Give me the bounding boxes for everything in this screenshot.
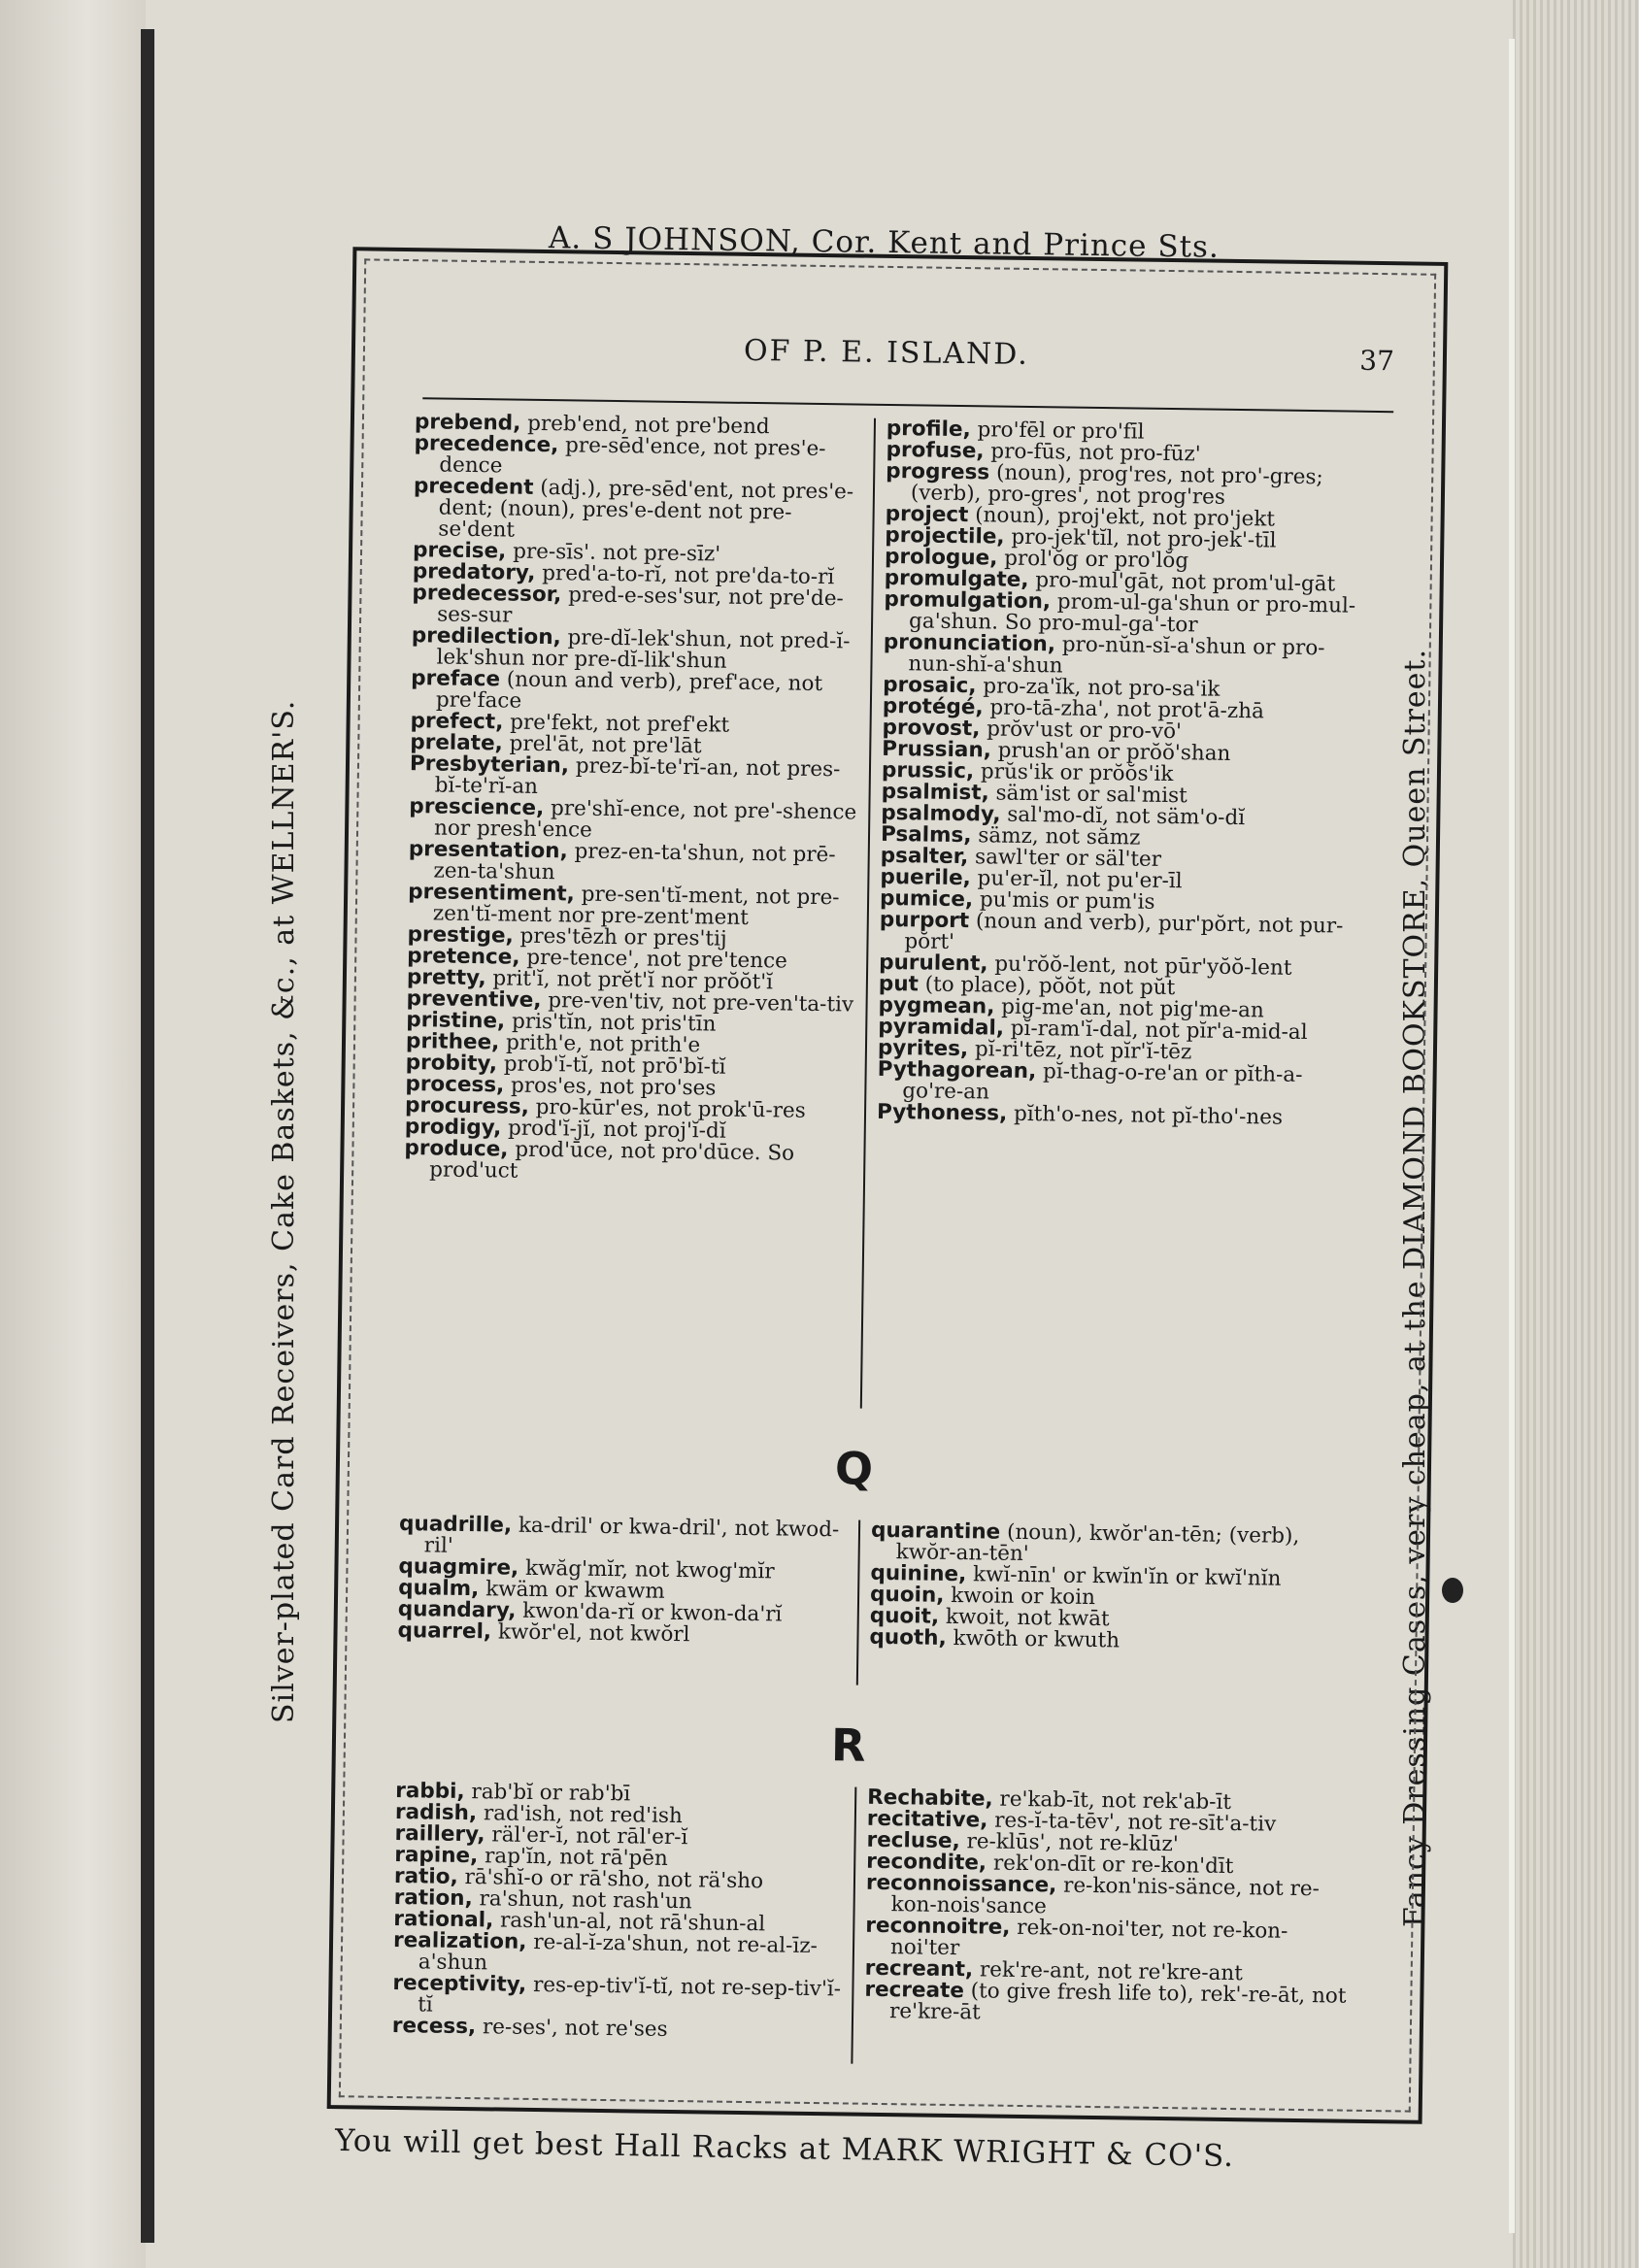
entry-pronunciation: (noun and verb), pur'pŏrt, not pur-pŏrt' bbox=[904, 909, 1344, 954]
entry-pronunciation: pro-kūr'es, not prok'ū-res bbox=[535, 1094, 806, 1123]
entry-headword: precedent bbox=[413, 474, 534, 500]
entry-headword: prosaic, bbox=[883, 672, 977, 699]
entry-headword: receptivity, bbox=[392, 1970, 527, 1997]
entry-headword: rabbi, bbox=[395, 1778, 465, 1804]
entry-pronunciation: re-al-ĭ-za'shun, not re-al-īz-a'shun bbox=[418, 1929, 819, 1976]
entry-headword: pristine, bbox=[406, 1008, 506, 1034]
entry-pronunciation: ra'shun, not rash'un bbox=[479, 1886, 692, 1915]
bottom-advertisement: You will get best Hall Racks at MARK WRIGHT & CO'S. bbox=[334, 2122, 1235, 2175]
dictionary-entry bbox=[864, 1977, 1351, 2029]
entry-headword: pronunciation, bbox=[883, 629, 1056, 657]
entry-pronunciation: ka-dril' or kwa-dril', not kwod-ril' bbox=[423, 1513, 840, 1558]
entry-headword: quoth, bbox=[869, 1624, 947, 1651]
entry-pronunciation: res-ĭ-ta-tēv', not re-sīt'a-tiv bbox=[994, 1808, 1277, 1837]
entry-pronunciation: prith'e, not prith'e bbox=[505, 1030, 701, 1058]
entry-pronunciation: res-ep-tiv'ĭ-tĭ, not re-sep-tiv'ĭ-tĭ bbox=[417, 1972, 842, 2018]
entry-pronunciation: prol'ŏg or pro'lŏg bbox=[1004, 546, 1189, 574]
entry-headword: psalmist, bbox=[881, 779, 989, 806]
entry-pronunciation: pĭ-ri'tēz, not pĭr'ĭ-tēz bbox=[974, 1037, 1192, 1065]
entry-pronunciation: kwōth or kwuth bbox=[953, 1625, 1121, 1653]
entry-headword: prelate, bbox=[410, 730, 503, 756]
entry-headword: procuress, bbox=[404, 1093, 530, 1119]
entry-pronunciation: kwoin or koin bbox=[951, 1583, 1096, 1611]
entry-pronunciation: rek're-ant, not re'kre-ant bbox=[979, 1957, 1244, 1986]
left-binding-margin bbox=[0, 0, 146, 2268]
entry-headword: ration, bbox=[393, 1884, 473, 1912]
entry-pronunciation: pre-ven'tiv, not pre-ven'ta-tiv bbox=[548, 988, 854, 1017]
entry-pronunciation: prom-ul-ga'shun or pro-mul-ga'shun. So pro-mul-ga'-tor bbox=[908, 589, 1356, 638]
entry-pronunciation: rash'un-al, not rā'shun-al bbox=[499, 1908, 766, 1937]
entry-pronunciation: (to give fresh life to), rek'-re-āt, not re'kre-āt bbox=[888, 1979, 1347, 2025]
entry-pronunciation: kwon'da-rĭ or kwon-da'rĭ bbox=[522, 1598, 783, 1627]
entry-headword: recess, bbox=[391, 2013, 477, 2040]
entry-pronunciation: pred'a-to-rĭ, not pre'da-to-rĭ bbox=[542, 560, 835, 590]
entry-headword: Pythagorean, bbox=[877, 1056, 1037, 1084]
entry-headword: prescience, bbox=[409, 794, 545, 821]
entry-headword: progress bbox=[886, 458, 990, 485]
entry-headword: reconnoitre, bbox=[865, 1913, 1011, 1940]
entry-pronunciation: prel'āt, not pre'lāt bbox=[509, 731, 702, 759]
entry-headword: preventive, bbox=[406, 986, 542, 1014]
entry-headword: precedence, bbox=[414, 431, 559, 458]
entry-headword: qualm, bbox=[397, 1576, 480, 1602]
entry-pronunciation: pre-sen'tĭ-ment, not pre-zen'tĭ-ment nor pre-zent'ment bbox=[432, 882, 840, 930]
entry-pronunciation: sawl'ter or säl'ter bbox=[974, 845, 1162, 872]
entry-pronunciation: pros'es, not pro'ses bbox=[510, 1073, 717, 1101]
entry-headword: quoin, bbox=[869, 1582, 945, 1608]
entry-headword: put bbox=[878, 971, 920, 997]
entry-pronunciation: pĭ-thag-o-re'an or pĭth-a-go're-an bbox=[902, 1059, 1303, 1105]
entry-headword: raillery, bbox=[394, 1820, 485, 1848]
entry-headword: project bbox=[885, 501, 969, 528]
entry-pronunciation: pro'fēl or pro'fīl bbox=[977, 417, 1145, 445]
book-spine bbox=[141, 29, 154, 2243]
entry-pronunciation: prod'ĭ-jĭ, not proj'ĭ-dĭ bbox=[507, 1116, 726, 1144]
page-edge-highlight bbox=[1509, 39, 1515, 2233]
entry-headword: recluse, bbox=[866, 1827, 960, 1854]
entry-pronunciation: (noun and verb), pref'ace, not pre'face bbox=[435, 667, 823, 714]
entry-headword: profuse, bbox=[886, 437, 985, 464]
r-right-column bbox=[864, 1784, 1353, 2029]
entry-headword: pygmean, bbox=[878, 992, 995, 1019]
entry-headword: predilection, bbox=[411, 623, 561, 650]
entry-headword: psalter, bbox=[880, 843, 969, 870]
entry-headword: provost, bbox=[882, 715, 981, 742]
entry-pronunciation: prez-bĭ-te'rĭ-an, not pres-bĭ-te'rĭ-an bbox=[434, 753, 841, 799]
entry-pronunciation: rap'ĭn, not rā'pēn bbox=[484, 1844, 669, 1871]
entry-pronunciation: pre-sīs'. not pre-sīz' bbox=[512, 539, 721, 567]
entry-pronunciation: prob'ĭ-tĭ, not prō'bĭ-tĭ bbox=[503, 1051, 726, 1080]
entry-pronunciation: sal'mo-dĭ, not säm'o-dĭ bbox=[1007, 802, 1246, 831]
entry-pronunciation: pro-fūs, not pro-fūz' bbox=[990, 439, 1201, 467]
entry-headword: pretence, bbox=[407, 944, 520, 970]
entry-headword: predatory, bbox=[412, 559, 536, 585]
entry-pronunciation: preb'end, not pre'bend bbox=[527, 411, 770, 440]
entry-pronunciation: prŏv'ust or pro-vō' bbox=[987, 717, 1183, 745]
entry-headword: recitative, bbox=[866, 1806, 988, 1833]
entry-pronunciation: re-klūs', not re-klūz' bbox=[966, 1829, 1179, 1857]
running-header bbox=[355, 328, 1443, 383]
entry-headword: recreate bbox=[864, 1977, 965, 2004]
entry-headword: projectile, bbox=[885, 522, 1005, 550]
dictionary-entry bbox=[404, 1138, 853, 1186]
entry-pronunciation: rek-on-noi'ter, not re-kon-noi'ter bbox=[889, 1915, 1288, 1961]
right-page-edges bbox=[1513, 0, 1639, 2268]
top-advertisement: A. S JOHNSON, Cor. Kent and Prince Sts. bbox=[548, 220, 1221, 265]
entry-headword: quarantine bbox=[870, 1518, 1001, 1545]
entry-pronunciation: rad'ish, not red'ish bbox=[483, 1801, 683, 1829]
entry-pronunciation: pro-mul'gāt, not prom'ul-gāt bbox=[1035, 568, 1336, 597]
entry-pronunciation: re-kon'nis-sänce, not re-kon-nois'sance bbox=[890, 1873, 1320, 1919]
entry-pronunciation: kwŏr'el, not kwŏrl bbox=[497, 1619, 690, 1648]
entry-headword: recreant, bbox=[864, 1955, 974, 1983]
page-number: 37 bbox=[1359, 344, 1395, 378]
entry-pronunciation: rā'shĭ-o or rā'sho, not rä'sho bbox=[464, 1864, 764, 1894]
entry-headword: purport bbox=[879, 907, 970, 934]
p-column-divider bbox=[860, 418, 876, 1409]
entry-pronunciation: pred-e-ses'sur, not pre'de-ses-sur bbox=[436, 583, 844, 628]
ink-blot bbox=[1442, 1578, 1463, 1603]
entry-pronunciation: pro-nŭn-sĭ-a'shun or pro-nun-shĭ-a'shun bbox=[908, 632, 1325, 679]
right-advertisement: Fancy Dressing Cases, very cheap, at the DIAMOND BOOKSTORE, Queen Street. bbox=[1398, 648, 1432, 1927]
entry-headword: quagmire, bbox=[398, 1554, 519, 1581]
entry-headword: predecessor, bbox=[412, 581, 562, 608]
entry-headword: realization, bbox=[392, 1927, 527, 1954]
entry-headword: profile, bbox=[886, 416, 971, 443]
header-rule bbox=[422, 397, 1393, 413]
entry-pronunciation: kwăg'mĭr, not kwog'mĭr bbox=[524, 1555, 775, 1584]
dictionary-entry bbox=[413, 476, 862, 546]
entry-headword: probity, bbox=[405, 1051, 498, 1077]
entry-pronunciation: prit'ĭ, not prĕt'ĭ nor prŏŏt'ĭ bbox=[492, 966, 774, 995]
left-advertisement: Silver-plated Card Receivers, Cake Baskets, &c., at WELLNER'S. bbox=[267, 699, 301, 1723]
entry-pronunciation: (noun), kwŏr'an-tēn; (verb), kwŏr-an-tēn' bbox=[895, 1519, 1300, 1567]
entry-headword: pretty, bbox=[406, 965, 486, 991]
entry-headword: presentiment, bbox=[407, 880, 575, 907]
entry-pronunciation: pu'er-ĭl, not pu'er-īl bbox=[977, 866, 1183, 894]
entry-pronunciation: kwĭ-nīn' or kwĭn'ĭn or kwĭ'nĭn bbox=[972, 1562, 1282, 1591]
section-letter-q: Q bbox=[834, 1442, 874, 1495]
entry-pronunciation: pre-tence', not pre'tence bbox=[526, 945, 787, 974]
entry-pronunciation: pris'tĭn, not pris'tīn bbox=[511, 1009, 717, 1037]
entry-pronunciation: sämz, not sămz bbox=[978, 823, 1141, 850]
entry-pronunciation: pu'rŏŏ-lent, not pūr'yŏŏ-lent bbox=[994, 951, 1292, 981]
entry-headword: prithee, bbox=[405, 1029, 500, 1055]
entry-headword: pyrites, bbox=[877, 1035, 969, 1062]
entry-headword: quoit, bbox=[869, 1603, 940, 1629]
r-column-divider bbox=[851, 1787, 856, 2064]
entry-headword: Psalms, bbox=[880, 821, 972, 849]
entry-headword: Rechabite, bbox=[867, 1784, 993, 1812]
entry-headword: pumice, bbox=[879, 885, 974, 913]
entry-pronunciation: re'kab-īt, not rek'ab-īt bbox=[999, 1786, 1232, 1816]
q-column-divider bbox=[856, 1520, 860, 1685]
entry-pronunciation: pre-dĭ-lek'shun, not pred-ĭ-lek'shun nor pre-dĭ-lik'shun bbox=[436, 625, 851, 674]
entry-pronunciation: räl'er-ĭ, not rāl'er-ĭ bbox=[491, 1822, 688, 1851]
entry-headword: radish, bbox=[394, 1799, 478, 1826]
entry-headword: produce, bbox=[404, 1136, 509, 1162]
r-left-column bbox=[391, 1778, 845, 2043]
entry-pronunciation: prŭs'ik or prŏŏs'ik bbox=[980, 759, 1174, 787]
entry-headword: Prussian, bbox=[882, 736, 992, 763]
entry-pronunciation: pro-za'ĭk, not pro-sa'ik bbox=[983, 674, 1221, 702]
q-left-column bbox=[397, 1514, 848, 1648]
entry-pronunciation: pre-sēd'ence, not pres'e-dence bbox=[439, 433, 826, 479]
entry-pronunciation: rab'bĭ or rab'bī bbox=[471, 1780, 631, 1807]
entry-pronunciation: pro-jek'tĭl, not pro-jek'-tīl bbox=[1011, 524, 1277, 553]
entry-headword: presentation, bbox=[408, 837, 568, 864]
entry-pronunciation: (noun), proj'ekt, not pro'jekt bbox=[975, 503, 1276, 532]
entry-headword: quarrel, bbox=[397, 1618, 492, 1645]
entry-headword: prodigy, bbox=[404, 1115, 502, 1141]
p-right-column bbox=[877, 418, 1372, 1130]
entry-pronunciation: pro-tā-zha', not prot'ā-zhā bbox=[989, 695, 1265, 724]
entry-pronunciation: säm'ist or sal'mist bbox=[995, 781, 1187, 809]
entry-headword: promulgation, bbox=[884, 586, 1052, 615]
entry-pronunciation: pu'mis or pum'is bbox=[979, 887, 1155, 915]
entry-pronunciation: kwoit, not kwāt bbox=[945, 1604, 1110, 1632]
entry-pronunciation: pre'fekt, not pref'ekt bbox=[509, 710, 730, 738]
entry-headword: Pythoness, bbox=[876, 1099, 1008, 1126]
entry-headword: quinine, bbox=[870, 1560, 967, 1587]
entry-headword: pyramidal, bbox=[878, 1014, 1005, 1041]
entry-pronunciation: prush'an or prŏŏ'shan bbox=[997, 738, 1231, 766]
entry-headword: Presbyterian, bbox=[409, 751, 570, 779]
entry-headword: rational, bbox=[393, 1906, 494, 1933]
entry-headword: protégé, bbox=[882, 693, 984, 720]
entry-headword: quadrille, bbox=[398, 1512, 513, 1538]
entry-headword: puerile, bbox=[880, 864, 971, 891]
entry-headword: promulgate, bbox=[884, 565, 1029, 592]
entry-pronunciation: re-ses', not re'ses bbox=[482, 2015, 668, 2042]
entry-pronunciation: kwäm or kwawm bbox=[485, 1577, 665, 1604]
entry-headword: prebend, bbox=[414, 410, 521, 436]
entry-headword: recondite, bbox=[866, 1849, 987, 1876]
section-letter-r: R bbox=[830, 1718, 866, 1772]
entry-headword: preface bbox=[411, 666, 501, 692]
entry-pronunciation: prez-en-ta'shun, not prē-zen-ta'shun bbox=[433, 839, 836, 885]
entry-pronunciation: (adj.), pre-sēd'ent, not pres'e-dent; (noun), pres'e-dent not pre-se'dent bbox=[438, 475, 854, 543]
entry-headword: prefect, bbox=[410, 709, 504, 735]
entry-headword: purulent, bbox=[879, 950, 988, 977]
entry-headword: precise, bbox=[412, 538, 507, 564]
entry-headword: ratio, bbox=[393, 1863, 458, 1889]
entry-headword: prestige, bbox=[407, 922, 514, 949]
entry-pronunciation: pĭth'o-nes, not pĭ-tho'-nes bbox=[1013, 1101, 1284, 1130]
page-title: OF P. E. ISLAND. bbox=[743, 333, 1030, 372]
entry-pronunciation: rek'on-dīt or re-kon'dīt bbox=[992, 1851, 1234, 1880]
entry-headword: reconnoissance, bbox=[865, 1870, 1057, 1898]
entry-headword: quandary, bbox=[397, 1597, 517, 1623]
entry-headword: psalmody, bbox=[881, 800, 1001, 827]
entry-pronunciation: pĭ-ram'ĭ-dal, not pĭr'a-mid-al bbox=[1010, 1016, 1308, 1046]
q-right-column bbox=[869, 1520, 1356, 1655]
entry-headword: process, bbox=[405, 1072, 505, 1098]
entry-pronunciation: pre'shĭ-ence, not pre'-shence nor presh'ence bbox=[433, 796, 857, 843]
entry-headword: prussic, bbox=[881, 757, 975, 784]
entry-pronunciation: pig-me'an, not pig'me-an bbox=[1001, 994, 1264, 1023]
p-left-column bbox=[404, 412, 863, 1186]
entry-headword: rapine, bbox=[394, 1842, 479, 1869]
entry-headword: prologue, bbox=[884, 544, 998, 571]
entry-pronunciation: prod'ūce, not pro'dūce. So prod'uct bbox=[429, 1137, 795, 1184]
entry-pronunciation: (noun), prog'res, not pro'-gres; (verb), pro-gres', not prog'res bbox=[910, 460, 1323, 510]
page-frame bbox=[327, 247, 1449, 2124]
entry-pronunciation: (to place), pŏŏt, not pŭt bbox=[924, 972, 1176, 1001]
entry-pronunciation: pres'tēzh or pres'tij bbox=[519, 923, 727, 951]
